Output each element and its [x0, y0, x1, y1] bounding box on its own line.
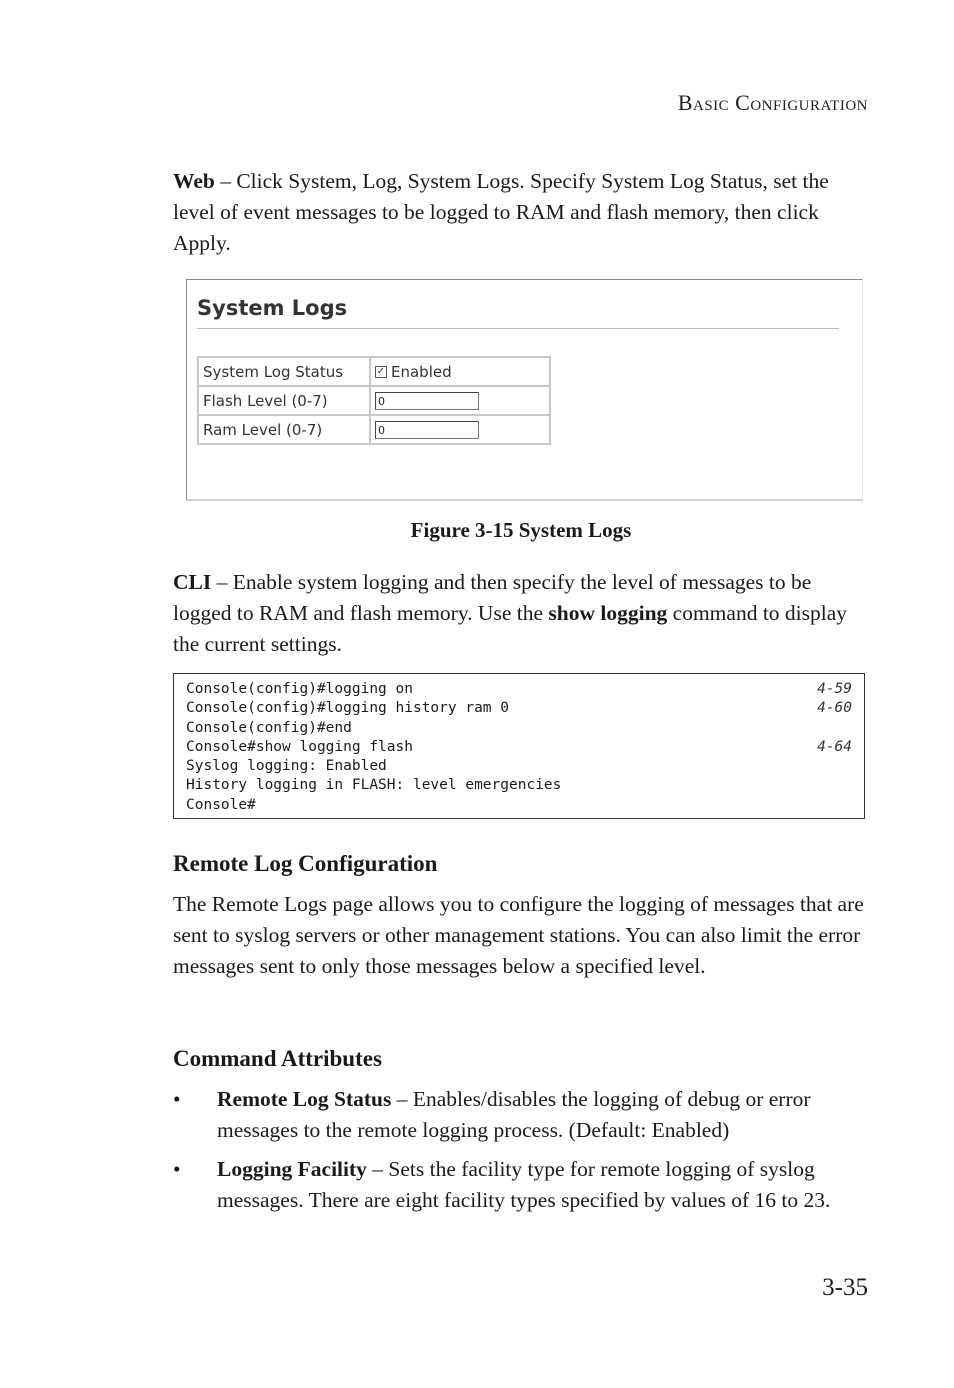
ram-level-cell	[370, 415, 550, 444]
form-row-flash	[198, 386, 550, 415]
code-line	[186, 796, 852, 815]
attribute-text	[217, 1154, 873, 1216]
system-logs-form	[197, 356, 551, 445]
title-divider	[197, 328, 839, 329]
enabled-checkbox[interactable]: ✓	[376, 366, 386, 377]
ram-level-input[interactable]: 0	[375, 421, 479, 439]
attribute-desc: – Enables/disables the logging of debug or error messages to the remote logging process. (Default: Enabled)	[217, 1087, 811, 1142]
code-ref: 4-59	[817, 681, 852, 697]
flash-level-input[interactable]: 0	[375, 392, 479, 410]
web-text: – Click System, Log, System Logs. Specify System Log Status, set the level of event messages to be logged to RAM and flash memory, then click Apply.	[173, 169, 829, 255]
code-text: Console#	[186, 796, 256, 813]
code-text: Console(config)#logging on	[186, 681, 413, 697]
attribute-term: Logging Facility	[217, 1157, 367, 1181]
cli-label: CLI	[173, 570, 212, 594]
running-header: Basic Configuration	[677, 90, 868, 115]
form-row-status	[198, 357, 550, 386]
system-logs-screenshot	[186, 279, 863, 501]
code-text: Console(config)#end	[186, 719, 352, 736]
attribute-item	[173, 1154, 873, 1216]
flash-level-cell	[370, 386, 550, 415]
code-text: Console(config)#logging history ram 0	[186, 700, 510, 717]
figure-page-title: System Logs	[197, 296, 348, 320]
bullet-dot: •	[173, 1087, 181, 1111]
command-attributes-heading: Command Attributes	[173, 1046, 382, 1071]
remote-log-description: The Remote Logs page allows you to configure the logging of messages that are sent to syslog servers or other management stations. You can also limit the error messages sent to only those messages below a specified level.	[173, 892, 864, 978]
page-number: 3-35	[822, 1274, 868, 1301]
web-label: Web	[173, 169, 215, 193]
cli-command: show logging	[548, 601, 668, 625]
status-label: System Log Status	[198, 357, 370, 386]
code-line	[186, 680, 852, 699]
attribute-item	[173, 1084, 873, 1146]
web-instructions	[173, 166, 873, 259]
code-text: Console#show logging flash	[186, 738, 413, 755]
code-line	[186, 719, 852, 738]
remote-log-heading: Remote Log Configuration	[173, 851, 438, 876]
code-text: Syslog logging: Enabled	[186, 758, 387, 775]
figure-caption: Figure 3-15 System Logs	[410, 518, 632, 542]
attribute-term: Remote Log Status	[217, 1087, 392, 1111]
status-value	[370, 357, 550, 386]
attribute-text	[217, 1084, 873, 1146]
code-line	[186, 738, 852, 757]
code-line	[186, 757, 852, 776]
cli-instructions	[173, 567, 873, 660]
code-ref: 4-60	[817, 700, 852, 717]
cli-text-1: – Enable system logging and then specify the level of messages to be logged to RAM and flash memory. Use the	[173, 570, 812, 625]
flash-level-label: Flash Level (0-7)	[198, 386, 370, 415]
code-ref: 4-64	[817, 738, 852, 755]
enabled-checkbox-label: Enabled	[391, 362, 452, 381]
ram-level-label: Ram Level (0-7)	[198, 415, 370, 444]
code-line	[186, 699, 852, 718]
form-row-ram	[198, 415, 550, 444]
code-text: History logging in FLASH: level emergencies	[186, 777, 562, 794]
bullet-dot: •	[173, 1157, 181, 1181]
cli-code-block	[173, 673, 865, 819]
code-line	[186, 776, 852, 795]
attribute-desc: – Sets the facility type for remote logging of syslog messages. There are eight facility types specified by values of 16 to 23.	[217, 1157, 831, 1212]
cli-text-2: command to display the current settings.	[173, 601, 848, 656]
